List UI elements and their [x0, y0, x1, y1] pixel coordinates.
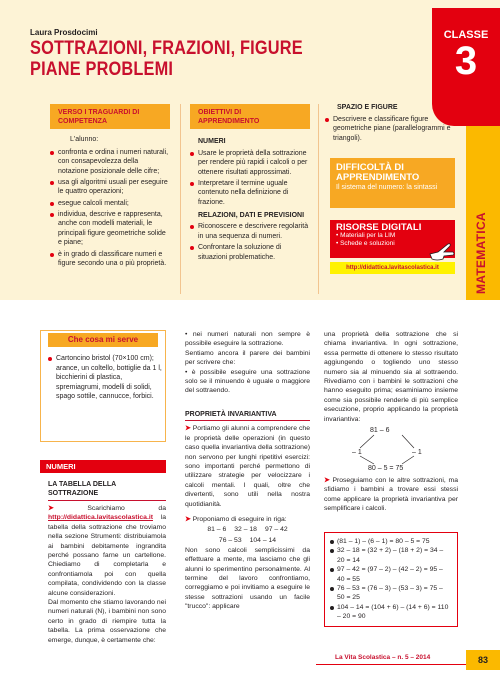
arrow-icon: ➤: [185, 515, 191, 523]
list-item: Riconoscere e descrivere regolarità in una sequenza di numeri.: [190, 222, 310, 241]
classe-number: 3: [454, 38, 478, 83]
section-title: LA TABELLA DELLA SOTTRAZIONE: [48, 480, 166, 501]
arrow-icon: ➤: [48, 504, 54, 512]
traguardi-intro: L'alunno:: [70, 136, 99, 143]
list-item: Descrivere e classificare figure geometriche piane (parallelogrammi e triangoli).: [325, 115, 455, 144]
bullet-icon: [48, 357, 52, 361]
obiettivi-column: [190, 104, 310, 264]
risorse-item: • Schede e soluzioni: [336, 240, 395, 247]
arrow-icon: ➤: [324, 477, 330, 485]
text: la tabella della sottrazione che troviamo nella sezione Strumenti: distribuiamola ai bambini debitamente ingrandita perché possano farne un cartellone. Chiediamo di completarla e confrontiamola poi con quella compilata, condividendo con la classe alcune considerazioni.: [48, 514, 166, 597]
text: nei numeri naturali non sempre è possibile eseguire la sottrazione.: [185, 331, 310, 348]
calc: 104 – 14: [249, 536, 277, 544]
difficolta-box: [330, 158, 455, 208]
column-1: [48, 480, 166, 645]
risorse-link[interactable]: http://didattica.lavitascolastica.it: [330, 262, 455, 274]
list-item: 76 – 53 = (76 – 3) – (53 – 3) = 75 – 50 = 25: [330, 584, 452, 603]
traguardi-column: [50, 104, 170, 270]
subject-label: MATEMATICA: [474, 212, 488, 294]
paragraph: [185, 515, 310, 524]
calc: 76 – 53: [218, 536, 242, 544]
list-item: (81 – 1) – (6 – 1) = 80 – 5 = 75: [330, 537, 452, 546]
list-item: Confrontare la soluzione di situazioni problematiche.: [190, 243, 310, 262]
materials-text: Cartoncino bristol (70×100 cm); arance, un coltello, bottiglie da 1 l, bicchierini di plastica, spremiagrumi, modelli di solidi, spago sottile, cannucce, forbici.: [56, 355, 162, 400]
page-title: SOTTRAZIONI, FRAZIONI, FIGURE PIANE PROBLEMI: [30, 38, 303, 80]
calc: 32 – 18: [234, 526, 257, 534]
text: è possibile eseguire una sottrazione solo se il minuendo è uguale o maggiore del sottraendo.: [185, 368, 310, 395]
paragraph: [48, 504, 166, 598]
calc: 81 – 6: [207, 526, 227, 534]
numeri-label: NUMERI: [40, 460, 166, 473]
paragraph: Dal momento che stiamo lavorando nei numeri naturali (N), i bambini non sono certo in grado di riempire tutta la tabella. La prima osservazione che emerge, dunque, è certamente che:: [48, 598, 166, 644]
text: Scarichiamo da: [87, 504, 166, 512]
diag-right: – 1: [412, 449, 422, 457]
text: Portiamo gli alunni a comprendere che le proprietà delle operazioni (in questo caso quella invariantiva della sottrazione) non servono per lunghi ripetitivi esercizi: sono importanti perché permettono di utilizzare strategie per velocizzare i calcoli mentali. I quali, oltre che divertenti, sono utili nella nostra quotidianità.: [185, 425, 310, 508]
examples-box: [324, 532, 458, 627]
calc: 97 – 42: [264, 526, 288, 534]
traguardi-list: [50, 148, 170, 269]
invariant-diagram: [324, 426, 458, 474]
obiettivi-heading: OBIETTIVI DI APPRENDIMENTO: [190, 104, 310, 129]
footer-line: [316, 664, 466, 665]
obiettivi-list-1: [190, 149, 310, 208]
column-2: [185, 330, 310, 612]
list-item: 32 – 18 = (32 + 2) – (18 + 2) = 34 – 20 = 14: [330, 546, 452, 565]
spazio-sub: SPAZIO E FIGURE: [337, 104, 398, 111]
divider: [318, 104, 319, 294]
list-item: confronta e ordina i numeri naturali, con consapevolezza della notazione posizionale delle cifre;: [50, 148, 170, 177]
list-item: Interpretare il termine uguale contenuto nella definizione di frazione.: [190, 179, 310, 208]
obiettivi-sub-numeri: NUMERI: [198, 138, 226, 145]
materials-heading: Che cosa mi serve: [48, 333, 158, 347]
spazio-list: [325, 115, 455, 144]
obiettivi-sub-relazioni: RELAZIONI, DATI E PREVISIONI: [198, 211, 305, 219]
list-item: esegue calcoli mentali;: [50, 199, 170, 209]
spazio-column: [325, 100, 455, 145]
traguardi-heading: VERSO I TRAGUARDI DI COMPETENZA: [50, 104, 170, 129]
list-item: Usare le proprietà della sottrazione per rendere più rapidi i calcoli o per ottenere risultati approssimati.: [190, 149, 310, 178]
arrow-icon: ➤: [185, 425, 191, 433]
list-item: 97 – 42 = (97 – 2) – (42 – 2) = 95 – 40 = 55: [330, 565, 452, 584]
list-item: individua, descrive e rappresenta, anche con modelli materiali, le principali figure geometriche solide e piane;: [50, 210, 170, 248]
difficolta-title: DIFFICOLTÀ DI APPRENDIMENTO: [336, 162, 420, 183]
paragraph: • nei numeri naturali non sempre è possibile eseguire la sottrazione.: [185, 331, 310, 348]
paragraph: una proprietà della sottrazione che si chiama invariantiva. In ogni sottrazione, essa permette di ottenere lo stesso risultato aggiungendo o togliendo uno stesso numero sia al minuendo sia al sottraendo. Rivediamo con i bambini le sottrazioni che hanno eseguito prima; esaminiamo insieme come sia possibile renderle di più semplice esecuzione, proprio applicando la proprietà invariantiva:: [324, 331, 458, 423]
list-item: 104 – 14 = (104 + 6) – (14 + 6) = 110 – 20 = 90: [330, 603, 452, 622]
author: Laura Prosdocimi: [30, 28, 98, 37]
classe-label: CLASSE: [443, 29, 489, 41]
page-number: 83: [466, 650, 500, 670]
calc-row: [185, 525, 310, 534]
calc-row: [185, 536, 310, 545]
tabella-link[interactable]: http://didattica.lavitascolastica.it: [48, 514, 153, 522]
diag-bottom: 80 – 5 = 75: [368, 465, 404, 473]
divider: [180, 104, 181, 294]
text: Proponiamo di eseguire in riga:: [192, 515, 287, 523]
footer-magazine: La Vita Scolastica – n. 5 – 2014: [335, 654, 431, 661]
difficolta-text: Il sistema del numero: la sintassi: [336, 184, 438, 191]
list-item: è in grado di classificare numeri e figure secondo una o più proprietà.: [50, 250, 170, 269]
materials-text-wrap: [48, 354, 164, 402]
paragraph: Sentiamo ancora il parere dei bambini per scrivere che:: [185, 349, 310, 367]
paragraph: Non sono calcoli semplicissimi da effettuare a mente, ma lasciamo che gli alunni lo sperimentino personalmente. Al termine del lavoro confrontiamo, correggiamo e poi invitiamo a eseguire le stesse sottrazioni usando un facile "trucco": applicare: [185, 546, 310, 611]
column-3: [324, 330, 458, 514]
diag-top: 81 – 6: [370, 427, 390, 435]
pointing-hand-icon: [428, 240, 456, 262]
paragraph: [185, 424, 310, 509]
section-title: PROPRIETÀ INVARIANTIVA: [185, 410, 310, 421]
paragraph: [324, 476, 458, 514]
obiettivi-list-2: [190, 222, 310, 262]
text: Proseguiamo con le altre sottrazioni, ma sfidiamo i bambini a trovare essi stessi come applicare la proprietà invariantiva per semplificare i calcoli.: [324, 477, 458, 513]
diag-left: – 1: [352, 449, 362, 457]
risorse-title: RISORSE DIGITALI: [336, 222, 422, 233]
list-item: usa gli algoritmi usuali per eseguire le quattro operazioni;: [50, 178, 170, 197]
paragraph: • è possibile eseguire una sottrazione solo se il minuendo è uguale o maggiore del sottraendo.: [185, 368, 310, 395]
subject-band: [466, 126, 500, 300]
risorse-item: • Materiali per la LIM: [336, 232, 396, 239]
